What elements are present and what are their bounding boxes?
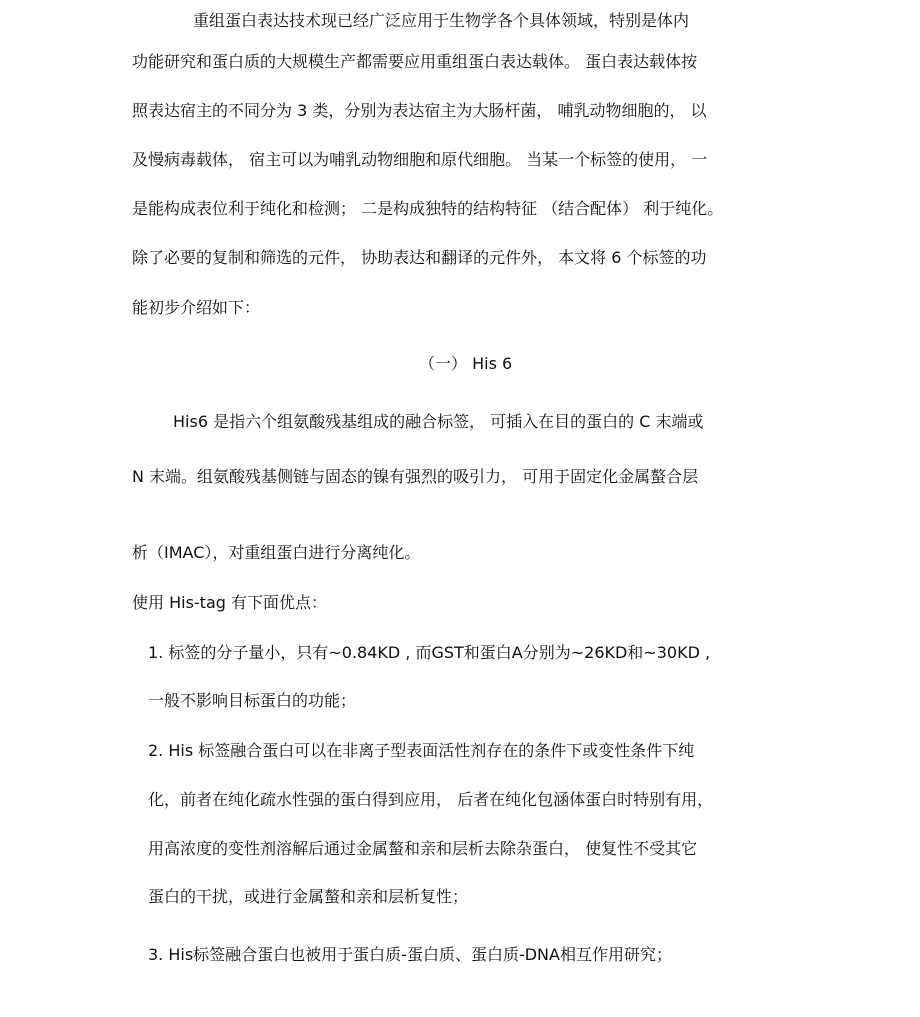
list-item-line: 用高浓度的变性剂溶解后通过金属螯和亲和层析去除杂蛋白， 使复性不受其它 [148,839,698,858]
advantages-intro: 使用 His-tag 有下面优点： [132,593,327,612]
intro-line: 能初步介绍如下： [132,298,261,317]
intro-line: 功能研究和蛋白质的大规模生产都需要应用重组蛋白表达载体。 蛋白表达载体按 [132,52,698,71]
intro-line: 除了必要的复制和筛选的元件， 协助表达和翻译的元件外， 本文将 6 个标签的功 [132,248,707,267]
paragraph-line: N 末端。组氨酸残基侧链与固态的镍有强烈的吸引力， 可用于固定化金属螯合层 [132,467,699,486]
intro-line: 是能构成表位利于纯化和检测； 二是构成独特的结构特征 （结合配体） 利于纯化。 [132,199,724,218]
section-heading: （一） His 6 [419,354,513,373]
list-item-line: 1. 标签的分子量小，只有~0.84KD , 而GST和蛋白A分别为~26KD和~30KD , [148,643,711,662]
intro-line: 照表达宿主的不同分为 3 类，分别为表达宿主为大肠杆菌， 哺乳动物细胞的， 以 [132,101,707,120]
intro-line: 及慢病毒载体， 宿主可以为哺乳动物细胞和原代细胞。 当某一个标签的使用， 一 [132,150,708,169]
list-item-line: 一般不影响目标蛋白的功能； [148,691,357,710]
intro-line: 重组蛋白表达技术现已经广泛应用于生物学各个具体领域，特别是体内 [193,11,690,30]
list-item-line: 2. His 标签融合蛋白可以在非离子型表面活性剂存在的条件下或变性条件下纯 [148,741,695,760]
list-item-line: 蛋白的干扰，或进行金属螯和亲和层析复性； [148,887,469,906]
paragraph-line: 析（IMAC），对重组蛋白进行分离纯化。 [132,543,421,562]
list-item-line: 化，前者在纯化疏水性强的蛋白得到应用， 后者在纯化包涵体蛋白时特别有用， [148,790,714,809]
paragraph-line: His6 是指六个组氨酸残基组成的融合标签， 可插入在目的蛋白的 C 末端或 [173,412,704,431]
list-item-line: 3. His标签融合蛋白也被用于蛋白质-蛋白质、蛋白质-DNA相互作用研究； [148,945,672,964]
